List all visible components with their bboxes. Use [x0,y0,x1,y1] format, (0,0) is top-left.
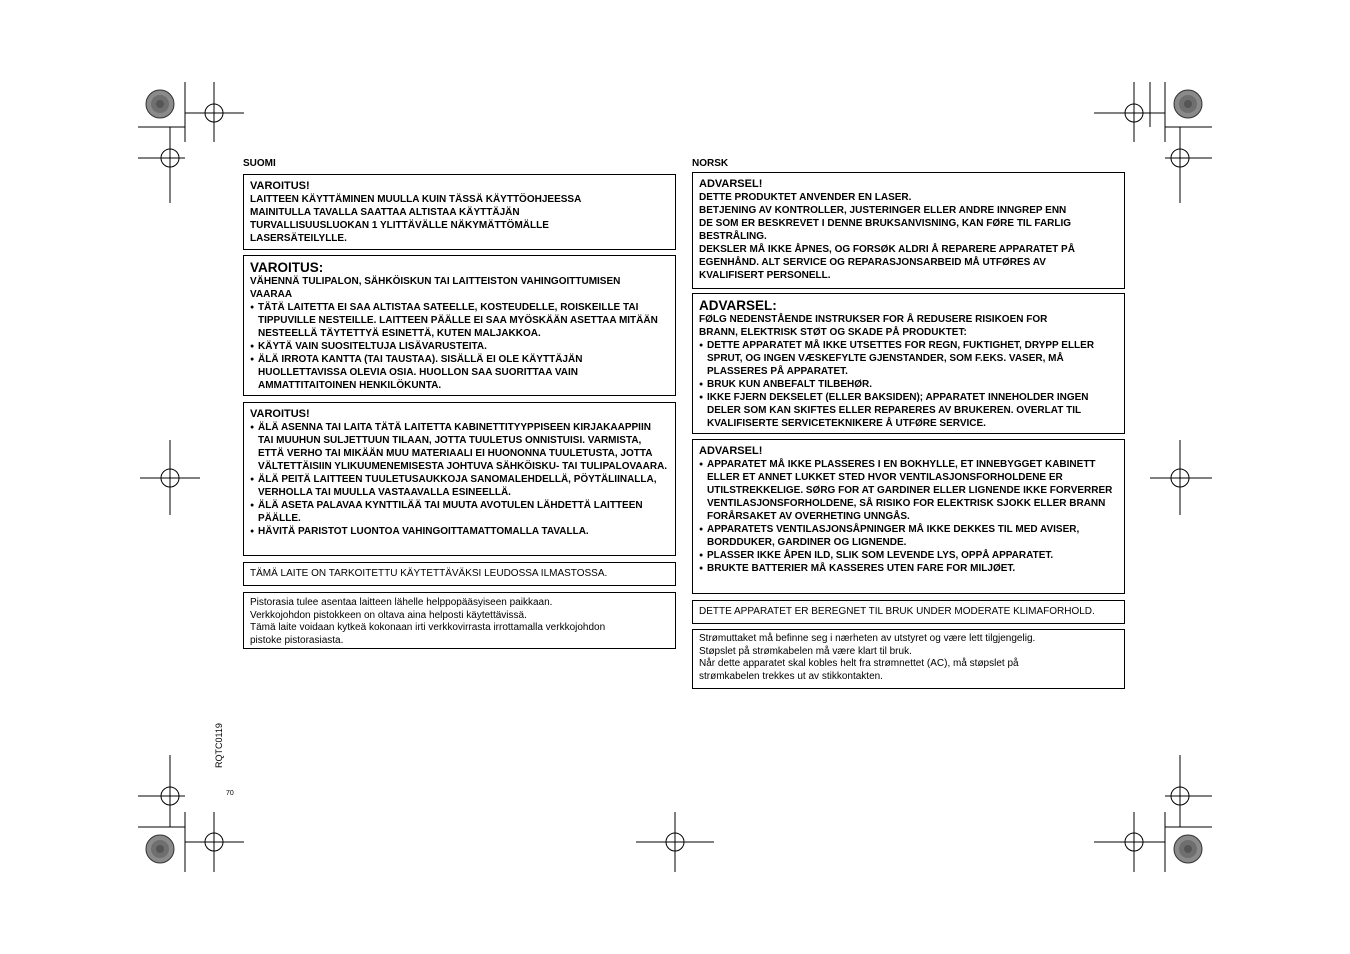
norsk-box1-heading: ADVARSEL! [699,178,763,190]
list-item: ● HÄVITÄ PARISTOT LUONTOA VAHINGOITTAMATTOMALLA TAVALLA. [250,525,669,538]
norsk-box3-heading: ADVARSEL! [699,445,763,457]
list-item: ● ÄLÄ PEITÄ LAITTEEN TUULETUSAUKKOJA SANOMALEHDELLÄ, PÖYTÄLIINALLA, VERHOLLA TAI MUULLA VASTAAVALLA ESINEELLÄ. [250,473,669,499]
norsk-box1-text: DETTE PRODUKTET ANVENDER EN LASER. BETJENING AV KONTROLLER, JUSTERINGER ELLER ANDRE INNGREP ENN DE SOM ER BESKREVET I DENNE BRUKSANVISNING, KAN FØRE TIL FARLIG BESTRÅLING. DEKSLER MÅ IKKE ÅPNES, OG FORSØK ALDRI Å REPARERE APPARATET PÅ EGENHÅND. ALT SERVICE OG REPARASJONSARBEID MÅ UTFØRES AV KVALIFISERT PERSONELL. [699,192,1075,281]
suomi-socket-note: Pistorasia tulee asentaa laitteen lähelle helppopääsyiseen paikkaan. Verkkojohdon pistokkeen on oltava aina helposti käytettävissä. Tämä laite voidaan kytkeä kokonaan irti verkkovirrasta irrottamalla verkkojohdon pistoke pistorasiasta. [243,592,676,649]
list-item: ● APPARATET MÅ IKKE PLASSERES I EN BOKHYLLE, ET INNEBYGGET KABINETT ELLER ET ANNET LUKKET STED HVOR VENTILASJONSFORHOLDENE ER UTILSTREKKELIGE. SØRG FOR AT GARDINER ELLER LIGNENDE IKKE FORVERRER VENTILASJONSFORHOLDENE, SÅ RISIKO FOR ELEKTRISK SJOKK ELLER BRANN FORÅRSAKET AV OVERHETING UNNGÅS. [699,458,1118,523]
document-code: RQTC0119 [214,723,224,768]
suomi-box3-text [250,421,669,538]
norsk-ventilation-warning-box [692,439,1125,594]
list-item: ● IKKE FJERN DEKSELET (ELLER BAKSIDEN); APPARATET INNEHOLDER INGEN DELER SOM KAN SKIFTES ELLER REPARERES AV BRUKEREN. OVERLAT TIL KVALIFISERTE SERVICETEKNIKERE Å UTFØRE SERVICE. [699,391,1118,430]
suomi-box2-heading: VAROITUS: [250,260,324,275]
list-item: ● TÄTÄ LAITETTA EI SAA ALTISTAA SATEELLE, KOSTEUDELLE, ROISKEILLE TAI TIPPUVILLE NESTEILLE. LAITTEEN PÄÄLLE EI SAA MYÖSKÄÄN ASETTAA MITÄÄN NESTEELLÄ TÄYTETTYÄ ESINETTÄ, KUTEN MALJAKKOA. [250,301,669,340]
list-item: ● BRUK KUN ANBEFALT TILBEHØR. [699,378,1118,391]
suomi-box1-heading: VAROITUS! [250,180,310,192]
norsk-socket-note: Strømuttaket må befinne seg i nærheten av utstyret og være lett tilgjengelig. Støpslet på strømkabelen må være klart til bruk. Når dette apparatet skal kobles helt fra strømnettet (AC), må støpslet på strømkabelen trekkes ut av stikkontakten. [692,629,1125,689]
column-label-norsk: NORSK [692,158,729,169]
suomi-laser-warning-box [243,174,676,250]
list-item: ● PLASSER IKKE ÅPEN ILD, SLIK SOM LEVENDE LYS, OPPÅ APPARATET. [699,549,1118,562]
norsk-box3-text [699,458,1118,575]
norsk-box2-heading: ADVARSEL: [699,298,777,313]
suomi-box1-text: LAITTEEN KÄYTTÄMINEN MUULLA KUIN TÄSSÄ KÄYTTÖOHJEESSA MAINITULLA TAVALLA SAATTAA ALTISTAA KÄYTTÄJÄN TURVALLISUUSLUOKAN 1 YLITTÄVÄLLE NÄKYMÄTTÖMÄLLE LASERSÄTEILYLLE. [250,194,582,244]
norsk-box2-text: FØLG NEDENSTÅENDE INSTRUKSER FOR Å REDUSERE RISIKOEN FOR BRANN, ELEKTRISK STØT OG SKADE PÅ PRODUKTET: ● DETTE APPARATET MÅ IKKE UTSETTES FOR REGN, FUKTIGHET, DRYPP ELLER SPRUT, OG INGEN VÆSKEFYLTE GJENSTANDER, SOM F.EKS. VASER, MÅ PLASSERES PÅ APPARATET. ● BRUK KUN ANBEFALT TILBEHØR. ● IKKE FJERN DEKSELET (ELLER BAKSIDEN); APPARATET INNEHOLDER INGEN DELER SOM KAN SKIFTES ELLER REPARERES AV BRUKEREN. OVERLAT TIL KVALIFISERTE SERVICETEKNIKERE Å UTFØRE SERVICE. [699,313,1118,430]
norsk-climate-note: DETTE APPARATET ER BEREGNET TIL BRUK UNDER MODERATE KLIMAFORHOLD. [692,600,1125,624]
suomi-safety-warning-box [243,255,676,396]
column-label-suomi: SUOMI [243,158,276,169]
suomi-box3-heading: VAROITUS! [250,408,310,420]
list-item: ● ÄLÄ ASETA PALAVAA KYNTTILÄÄ TAI MUUTA AVOTULEN LÄHDETTÄ LAITTEEN PÄÄLLE. [250,499,669,525]
list-item: ● BRUKTE BATTERIER MÅ KASSERES UTEN FARE FOR MILJØET. [699,562,1118,575]
suomi-ventilation-warning-box [243,402,676,556]
list-item: ● DETTE APPARATET MÅ IKKE UTSETTES FOR REGN, FUKTIGHET, DRYPP ELLER SPRUT, OG INGEN VÆSKEFYLTE GJENSTANDER, SOM F.EKS. VASER, MÅ PLASSERES PÅ APPARATET. [699,339,1118,378]
norsk-laser-warning-box [692,172,1125,289]
list-item: ● ÄLÄ IRROTA KANTTA (TAI TAUSTAA). SISÄLLÄ EI OLE KÄYTTÄJÄN HUOLLETTAVISSA OLEVIA OSIA. HUOLLON SAA SUORITTAA VAIN AMMATTITAITOINEN HENKILÖKUNTA. [250,353,669,392]
list-item: ● ÄLÄ ASENNA TAI LAITA TÄTÄ LAITETTA KABINETTITYYPPISEEN KIRJAKAAPPIIN TAI MUUHUN SULJETTUUN TILAAN, JOTTA TUULETUS ONNISTUISI. VARMISTA, ETTÄ VERHO TAI MIKÄÄN MUU MATERIAALI EI HUONONNA TUULETUSTA, JOTTA VÄLTETTÄISIIN YLIKUUMENEMISESTA JOHTUVA SÄHKÖISKU- TAI TULIPALOVAARA. [250,421,669,473]
suomi-climate-note: TÄMÄ LAITE ON TARKOITETTU KÄYTETTÄVÄKSI LEUDOSSA ILMASTOSSA. [243,562,676,586]
suomi-box2-text: VÄHENNÄ TULIPALON, SÄHKÖISKUN TAI LAITTEISTON VAHINGOITTUMISEN VAARAA ● TÄTÄ LAITETTA EI SAA ALTISTAA SATEELLE, KOSTEUDELLE, ROISKEILLE TAI TIPPUVILLE NESTEILLE. LAITTEEN PÄÄLLE EI SAA MYÖSKÄÄN ASETTAA MITÄÄN NESTEELLÄ TÄYTETTYÄ ESINETTÄ, KUTEN MALJAKKOA. ● KÄYTÄ VAIN SUOSITELTUJA LISÄVARUSTEITA. ● ÄLÄ IRROTA KANTTA (TAI TAUSTAA). SISÄLLÄ EI OLE KÄYTTÄJÄN HUOLLETTAVISSA OLEVIA OSIA. HUOLLON SAA SUORITTAA VAIN AMMATTITAITOINEN HENKILÖKUNTA. [250,275,669,392]
norsk-safety-warning-box [692,293,1125,434]
page-number: 70 [226,790,234,797]
list-item: ● APPARATETS VENTILASJONSÅPNINGER MÅ IKKE DEKKES TIL MED AVISER, BORDDUKER, GARDINER OG LIGNENDE. [699,523,1118,549]
list-item: ● KÄYTÄ VAIN SUOSITELTUJA LISÄVARUSTEITA. [250,340,669,353]
